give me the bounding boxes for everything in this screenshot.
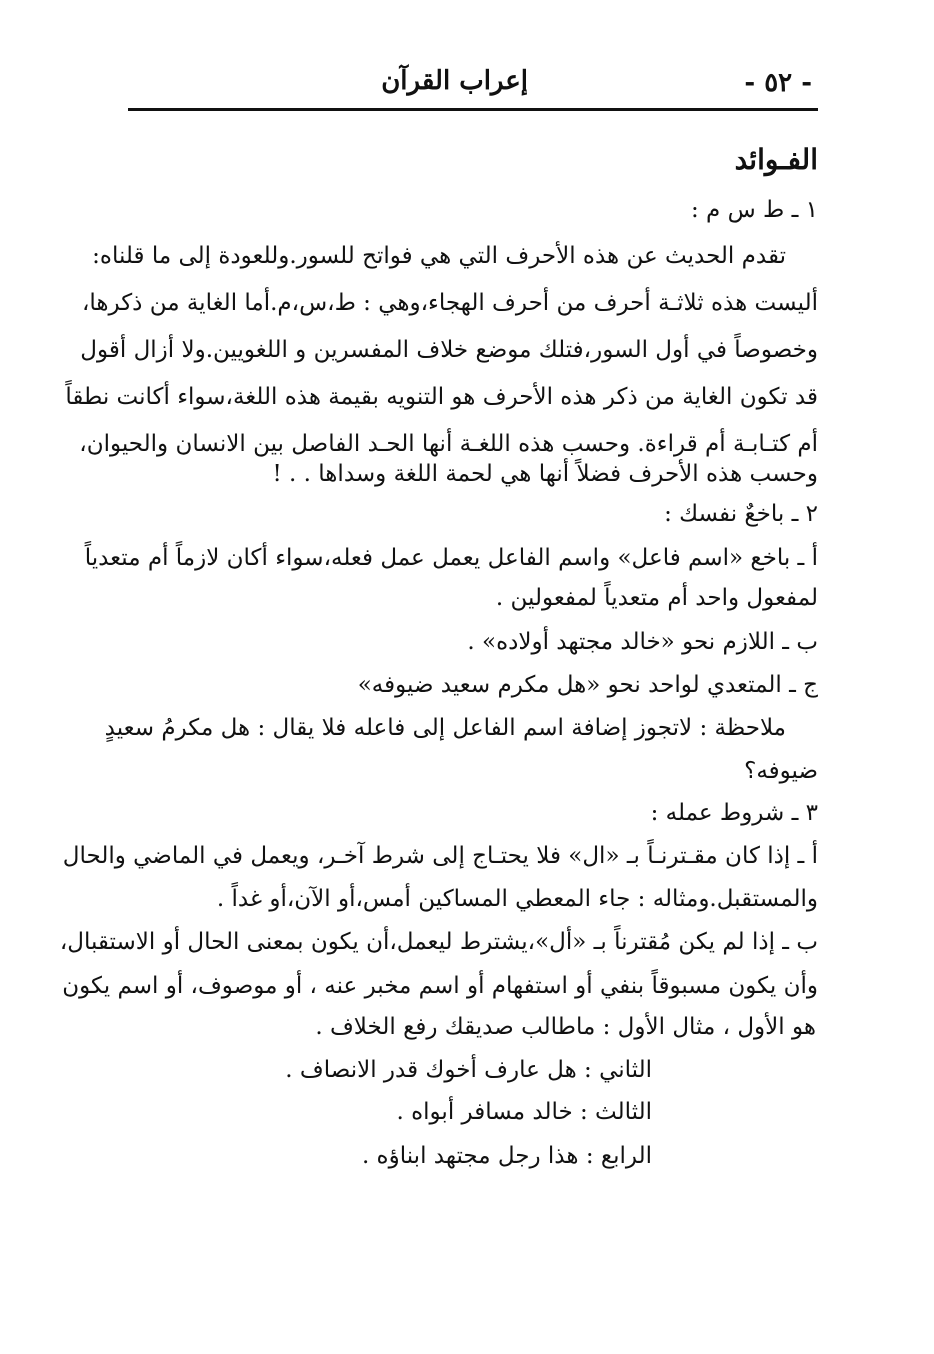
item1-line-2: أليست هذه ثلاثـة أحرف من أحرف الهجاء،وهي : ط،س،م.أما الغاية من ذكرها،: [81, 290, 818, 316]
header-rule: [128, 108, 818, 111]
item3-line-2: والمستقبل.ومثاله : جاء المعطي المساكين أمس،أو الآن،أو غداً .: [216, 886, 818, 912]
item2-note-line-2: ضيوفه؟: [744, 758, 818, 784]
item1-line-1: تقدم الحديث عن هذه الأحرف التي هي فواتح للسور.وللعودة إلى ما قلناه:: [92, 243, 786, 269]
item1-line-3: وخصوصاً في أول السور،فتلك موضع خلاف المفسرين و اللغويين.ولا أزال أقول: [80, 337, 818, 363]
item1-heading: ١ ـ ط س م :: [691, 197, 818, 223]
item3-example-4: الرابع : هذا رجل مجتهد ابناؤه .: [361, 1143, 652, 1169]
item2-line-1: أ ـ باخع «اسم فاعل» واسم الفاعل يعمل عمل فعله،سواء أكان لازماً أم متعدياً: [84, 545, 818, 571]
page-header: [128, 58, 818, 108]
item3-heading: ٣ ـ شروط عمله :: [650, 800, 818, 826]
book-title: إعراب القرآن: [381, 66, 528, 96]
item3-line-5: هو الأول ، مثال الأول : ماطالب صديقك رفع الخلاف .: [315, 1014, 816, 1040]
item3-example-2: الثاني : هل عارف أخوك قدر الانصاف .: [285, 1057, 652, 1083]
item2-line-2: لمفعول واحد أم متعدياً لمفعولين .: [495, 585, 818, 611]
item2-line-4: ج ـ المتعدي لواحد نحو «هل مكرم سعيد ضيوفه»: [357, 672, 818, 698]
item3-line-1: أ ـ إذا كان مقـترنـاً بـ «ال» فلا يحتـاج إلى شرط آخـر، ويعمل في الماضي والحال: [62, 843, 818, 869]
item2-line-3: ب ـ اللازم نحو «خالد مجتهد أولاده» .: [467, 629, 818, 655]
section-title: الفـوائد: [734, 143, 818, 176]
item2-heading: ٢ ـ باخعٌ نفسك :: [664, 501, 818, 527]
item3-example-3: الثالث : خالد مسافر أبواه .: [396, 1099, 652, 1125]
item1-line-4: قد تكون الغاية من ذكر هذه الأحرف هو التنويه بقيمة هذه اللغة،سواء أكانت نطقاً: [65, 384, 818, 410]
page-number: - ٥٢ -: [744, 68, 812, 98]
item3-line-3: ب ـ إذا لم يكن مُقترناً بـ «أل»،يشترط ليعمل،أن يكون بمعنى الحال أو الاستقبال،: [59, 929, 818, 955]
item1-line-6: وحسب هذه الأحرف فضلاً أنها هي لحمة اللغة وسداها . . !: [272, 461, 818, 487]
item2-note-line-1: ملاحظة : لاتجوز إضافة اسم الفاعل إلى فاعله فلا يقال : هل مكرمُ سعيدٍ: [104, 715, 786, 741]
item3-line-4: وأن يكون مسبوقاً بنفي أو استفهام أو اسم مخبر عنه ، أو موصوف، أو اسم يكون: [62, 973, 818, 999]
item1-line-5: أم كتـابـة أم قراءة. وحسب هذه اللغـة أنها الحـد الفاصل بين الانسان والحيوان،: [79, 431, 818, 457]
